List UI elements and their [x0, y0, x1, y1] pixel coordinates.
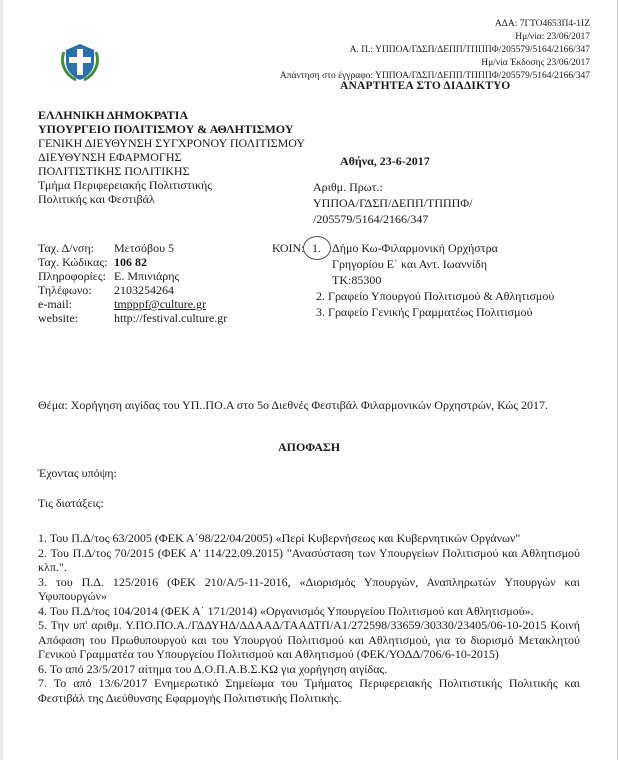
koin-item-2: 2. Γραφείο Υπουργού Πολιτισμού & Αθλητισμού	[316, 289, 555, 303]
reply-ref-line: Απάντηση στο έγγραφο: ΥΠΠΟΑ/ΓΔΣΠ/ΔΕΠΠ/ΤΠΠΠΦ/205579/5164/2166/347	[279, 71, 590, 81]
protocol-value-2: /205579/5164/2166/347	[313, 212, 429, 226]
header-line-7: Πολιτικής και Φεστιβάλ	[38, 192, 155, 206]
protocol-ref-line: Α. Π.: ΥΠΠΟΑ/ΓΔΣΠ/ΔΕΠΠ/ΤΠΠΠΦ/205579/5164/2166/347	[349, 45, 590, 55]
header-line-4: ΔΙΕΥΘΥΝΣΗ ΕΦΑΡΜΟΓΗΣ	[38, 150, 182, 164]
list-item: 3. του Π.Δ. 125/2016 (ΦΕΚ 210/Α/5-11-2016, «Διορισμός Υπουργών, Αναπληρωτών Υπουργών και Υφυπουργών»	[38, 574, 580, 603]
ada-line: ΑΔΑ: 7ΓΤΟ4653Π4-1ΙΖ	[494, 19, 590, 29]
list-item: 4. Του Π.Δ/τος 104/2014 (ΦΕΚ Α΄ 171/2014) «Οργανισμός Υπουργείου Πολιτισμού και Αθλητισμού».	[38, 603, 534, 618]
contact-row	[38, 283, 227, 297]
contact-value: 106 82	[114, 255, 147, 269]
diadikto-stamp: ΑΝΑΡΤΗΤΕΑ ΣΤΟ ΔΙΑΔΙΚΤΥΟ	[340, 80, 511, 92]
subject: Θέμα: Χορήγηση αιγίδας του ΥΠ..ΠΟ.Α στο 5ο Διεθνές Φεστιβάλ Φιλαρμονικών Ορχηστρών, Κώς 2017.	[38, 398, 549, 412]
list-item: 1. Του Π.Δ/τος 63/2005 (ΦΕΚ Α΄98/22/04/2005) «Περί Κυβερνήσεως και Κυβερνητικών Οργάνων"	[38, 531, 521, 545]
contact-value: 2103254264	[114, 283, 174, 297]
having-considered: Έχοντας υπόψη:	[38, 466, 117, 480]
koin-item-1-number: 1.	[312, 241, 321, 255]
issue-date-line: Ημ/νία Έκδοσης 23/06/2017	[481, 58, 590, 68]
header-line-1: ΕΛΛΗΝΙΚΗ ΔΗΜΟΚΡΑΤΙΑ	[38, 108, 189, 122]
contact-label: e-mail:	[38, 297, 72, 311]
contact-row	[38, 241, 227, 255]
protocol-value-1: ΥΠΠΟΑ/ΓΔΣΠ/ΔΕΠΠ/ΤΠΠΠΦ/	[313, 196, 473, 210]
contact-label: Πληροφορίες:	[38, 269, 106, 283]
greek-state-emblem-icon	[60, 42, 100, 82]
decision-title: ΑΠΟΦΑΣΗ	[277, 440, 341, 454]
contact-value: Μετσόβου 5	[114, 241, 175, 255]
contact-row	[38, 269, 227, 283]
website-link[interactable]: http://festival.culture.gr	[114, 311, 228, 325]
header-line-2: ΥΠΟΥΡΓΕΙΟ ΠΟΛΙΤΙΣΜΟΥ & ΑΘΛΗΤΙΣΜΟΥ	[38, 122, 294, 136]
header-line-6: Τμήμα Περιφερειακής Πολιτιστικής	[38, 178, 213, 192]
contact-label: Ταχ. Κώδικας:	[38, 255, 108, 269]
contact-label: website:	[38, 311, 78, 325]
contact-label: Ταχ. Δ/νση:	[38, 241, 95, 255]
contact-label: Τηλέφωνο:	[38, 283, 92, 297]
contact-row	[38, 297, 227, 311]
contact-table	[38, 241, 227, 325]
list-item: 6. Το από 23/5/2017 αίτημα του Δ.Ο.Π.Α.Β.Σ.ΚΩ για χορήγηση αιγίδας.	[38, 661, 388, 676]
left-scan-rule	[0, 0, 3, 760]
protocol-label: Αριθμ. Πρωτ.:	[313, 180, 383, 194]
koin-item-3: 3. Γραφείο Γενικής Γραμματέως Πολιτισμού	[316, 305, 533, 319]
contact-value: Ε. Μπινιάρης	[114, 269, 180, 283]
provisions-label: Τις διατάξεις:	[38, 496, 104, 510]
koin-label: ΚΟΙΝ:	[272, 241, 305, 255]
koin-item-1-line-3: ΤΚ:85300	[332, 273, 382, 287]
list-item: 2. Του Π.Δ/τος 70/2015 (ΦΕΚ Α' 114/22.09.2015) "Ανασύσταση των Υπουργείων Πολιτισμού και Αθλητισμού κλπ.".	[38, 545, 580, 574]
contact-row	[38, 255, 227, 269]
header-line-3: ΓΕΝΙΚΗ ΔΙΕΥΘΥΝΣΗ ΣΥΓΧΡΟΝΟΥ ΠΟΛΙΤΙΣΜΟΥ	[38, 136, 306, 150]
koin-item-1-line-1: Δήμο Κω-Φιλαρμονική Ορχήστρα	[332, 241, 498, 255]
date-line: Ημ/νία: 23/06/2017	[515, 32, 590, 42]
header-line-5: ΠΟΛΙΤΙΣΤΙΚΗΣ ΠΟΛΙΤΙΚΗΣ	[38, 164, 190, 178]
koin-item-1-line-2: Γρηγορίου Ε΄ και Αντ. Ιωαννίδη	[332, 257, 487, 271]
email-link[interactable]: tmpppf@culture.gr	[114, 297, 207, 311]
place-date: Αθήνα, 23-6-2017	[340, 154, 430, 168]
list-item: 7. Το από 13/6/2017 Ενημερωτικό Σημείωμα του Τμήματος Περιφερειακής Πολιτιστικής Πολιτικής και Φεστιβάλ της Διεύθυνσης Εφαρμογής Πολιτιστικής Πολιτικής.	[38, 676, 580, 705]
contact-row	[38, 311, 227, 325]
list-item: 5. Την υπ' αριθμ. Υ.ΠΟ.ΠΟ.Α./ΓΔΔΥΗΔ/ΔΔΑΑΔ/ΤΑΑΔΤΠ/Α1/272598/33659/30330/23405/06-10-2015 Κοινή Απόφαση του Πρωθυπουργού και του Υπουργού Πολιτισμού και Αθλητισμού, για το διορισμό Μετακλητού Γενικού Γραμματέα του Υπουργείου Πολιτισμού και Αθλητισμού (ΦΕΚ/ΥΟΔΔ/706/6-10-2015)	[38, 618, 580, 661]
provisions-list	[38, 531, 580, 705]
